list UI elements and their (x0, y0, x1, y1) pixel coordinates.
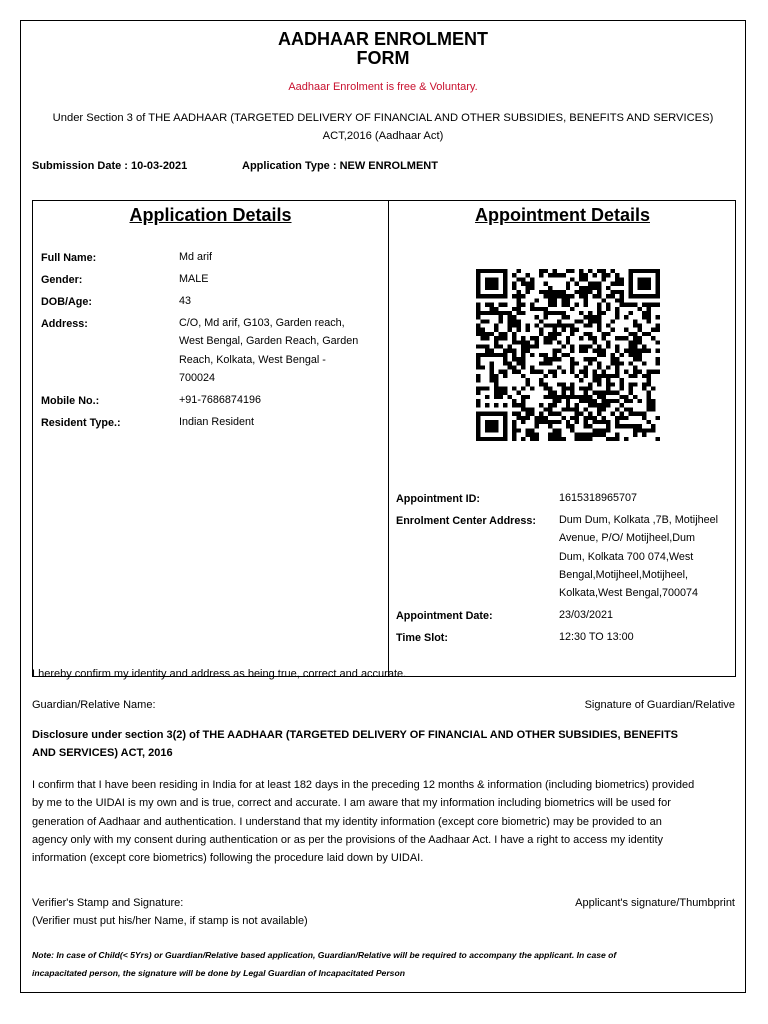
declaration-line: I confirm that I have been residing in India for at least 182 days in the preceding 12 months & information (including biometrics) provided (32, 779, 695, 791)
center-address-line: Dum, Kolkata 700 074,West (559, 550, 694, 563)
application-details-heading: Application Details (129, 205, 292, 225)
resident-type-label: Resident Type.: (41, 417, 121, 429)
time-slot-value: 12:30 TO 13:00 (559, 631, 634, 643)
enrolment-center-value (559, 511, 718, 602)
note-line: Note: In case of Child(< 5Yrs) or Guardian/Relative based application, Guardian/Relative will be required to accompany the applicant. In case of (32, 950, 617, 960)
gender-label: Gender: (41, 274, 83, 286)
verifier-label: Verifier's Stamp and Signature: (32, 897, 184, 909)
applicant-signature-label: Applicant's signature/Thumbprint (575, 897, 735, 909)
address-line: 700024 (179, 371, 216, 384)
appointment-id-value: 1615318965707 (559, 492, 638, 504)
disclosure-line: Disclosure under section 3(2) of THE AADHAAR (TARGETED DELIVERY OF FINANCIAL AND OTHER SUBSIDIES, BENEFITS (32, 729, 679, 741)
full-name-value: Md arif (179, 251, 212, 263)
qr-code-icon (476, 269, 660, 441)
disclosure-line: AND SERVICES) ACT, 2016 (32, 747, 173, 760)
gender-value: MALE (179, 273, 209, 285)
application-type: Application Type : NEW ENROLMENT (242, 160, 438, 172)
mobile-label: Mobile No.: (41, 395, 100, 407)
declaration-line: by me to the UIDAI is my own and is true, correct and accurate. I am aware that my information including biometrics will be used for (32, 797, 671, 810)
center-address-line: Dum Dum, Kolkata ,7B, Motijheel (559, 514, 719, 526)
act-line-1: Under Section 3 of THE AADHAAR (TARGETED DELIVERY OF FINANCIAL AND OTHER SUBSIDIES, BENEFITS AND SERVICES) (52, 112, 714, 124)
verifier-section (32, 894, 308, 931)
identity-confirmation: I hereby confirm my identity and address as being true, correct and accurate. (32, 668, 407, 680)
declaration-line: information (except core biometrics) following the procedure laid down by UIDAI. (32, 852, 424, 865)
free-notice: Aadhaar Enrolment is free & Voluntary. (288, 81, 478, 93)
dob-age-value: 43 (179, 295, 192, 307)
disclosure-heading (32, 726, 732, 763)
footer-note (32, 947, 732, 982)
act-reference (31, 109, 735, 145)
center-address-line: Bengal,Motijheel,Motijheel, (559, 568, 689, 581)
dob-age-label: DOB/Age: (41, 296, 92, 308)
form-title-line2: FORM (356, 48, 410, 68)
full-name-label: Full Name: (41, 252, 97, 264)
appointment-details-heading: Appointment Details (474, 205, 650, 225)
center-address-line: Avenue, P/O/ Motijheel,Dum (559, 532, 696, 545)
time-slot-label: Time Slot: (396, 632, 448, 644)
submission-date: Submission Date : 10-03-2021 (32, 160, 188, 172)
declaration-line: agency only with my consent during authentication or as per the provisions of the Aadhaar Act. I have a right to access my identity (32, 833, 664, 846)
details-box (32, 200, 736, 677)
note-line: incapacitated person, the signature will be done by Legal Guardian of Incapacitated Person (32, 967, 405, 978)
form-title-line1: AADHAAR ENROLMENT (278, 29, 488, 49)
enrolment-center-label: Enrolment Center Address: (396, 515, 536, 527)
appointment-id-label: Appointment ID: (396, 493, 480, 505)
appointment-column (388, 201, 737, 678)
form-title (21, 30, 745, 68)
enrolment-form (20, 20, 746, 993)
address-value (179, 314, 358, 387)
resident-type-value: Indian Resident (179, 416, 255, 428)
center-address-line: Kolkata,West Bengal,700074 (559, 587, 699, 600)
guardian-name-label: Guardian/Relative Name: (32, 699, 156, 711)
guardian-signature-label: Signature of Guardian/Relative (584, 699, 735, 711)
appointment-date-label: Appointment Date: (396, 610, 493, 622)
verifier-note: (Verifier must put his/her Name, if stamp is not available) (32, 915, 308, 928)
address-label: Address: (41, 318, 88, 330)
address-line: West Bengal, Garden Reach, Garden (179, 335, 359, 348)
declaration-line: generation of Aadhaar and authentication. I understand that my identity information (except core biometric) may be provided to an (32, 815, 662, 828)
declaration-body (32, 776, 742, 867)
appointment-date-value: 23/03/2021 (559, 609, 614, 621)
mobile-value: +91-7686874196 (179, 394, 261, 406)
act-line-2: ACT,2016 (Aadhaar Act) (322, 130, 444, 142)
address-line: Reach, Kolkata, West Bengal - (179, 353, 326, 366)
address-line: C/O, Md arif, G103, Garden reach, (179, 317, 345, 329)
